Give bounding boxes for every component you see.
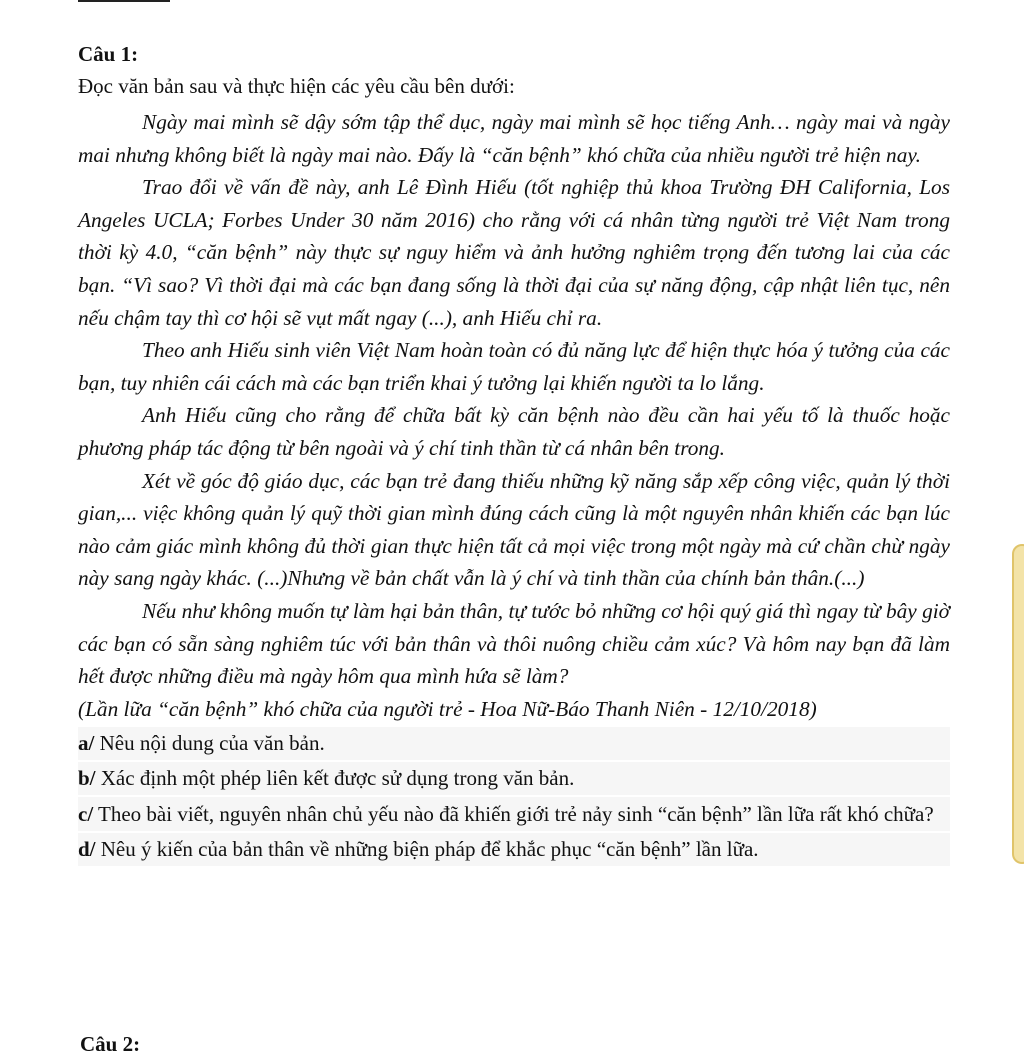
top-divider [78, 0, 170, 2]
side-scroll-tab[interactable] [1012, 544, 1024, 864]
question-b-label: b/ [78, 766, 96, 791]
next-question-heading: Câu 2: [80, 1032, 141, 1056]
instruction-text: Đọc văn bản sau và thực hiện các yêu cầu bên dưới: [78, 74, 515, 98]
question-heading: Câu 1: [78, 42, 139, 66]
passage-paragraph-5: Xét về góc độ giáo dục, các bạn trẻ đang thiếu những kỹ năng sắp xếp công việc, quản lý thời gian,... việc không quản lý quỹ thời gian mình đúng cách cũng là một nguyên nhân khiến các bạn lúc nào cảm giác mình không đủ thời gian thực hiện tất cả mọi việc trong một ngày mà cứ chần chừ ngày này sang ngày khác. (...)Nhưng về bản chất vẫn là ý chí và tinh thần của chính bản thân.(...) [78, 468, 950, 591]
source-citation: (Lần lữa “căn bệnh” khó chữa của người trẻ - Hoa Nữ-Báo Thanh Niên - 12/10/2018) [78, 696, 817, 721]
question-c-text: Theo bài viết, nguyên nhân chủ yếu nào đã khiến giới trẻ nảy sinh “căn bệnh” lần lữa rất khó chữa? [98, 802, 934, 827]
passage-paragraph-2: Trao đổi về vấn đề này, anh Lê Đình Hiếu (tốt nghiệp thủ khoa Trường ĐH California, Los Angeles UCLA; Forbes Under 30 năm 2016) cho rằng với cá nhân từng người trẻ Việt Nam trong thời kỳ 4.0, “căn bệnh” này thực sự nguy hiểm và ảnh hưởng nghiêm trọng đến tương lai của các bạn. “Vì sao? Vì thời đại mà các bạn đang sống là thời đại của sự năng động, cập nhật liên tục, nên nếu chậm tay thì cơ hội sẽ vụt mất ngay (...), anh Hiếu chỉ ra. [78, 175, 950, 330]
document-content [78, 40, 950, 868]
question-c [78, 797, 950, 831]
question-b [78, 762, 950, 795]
question-d-text: Nêu ý kiến của bản thân về những biện pháp để khắc phục “căn bệnh” lần lữa. [100, 837, 759, 862]
question-d [78, 833, 950, 866]
question-d-label: d/ [78, 837, 96, 862]
question-a [78, 727, 950, 760]
question-c-label: c/ [78, 802, 94, 827]
question-a-text: Nêu nội dung của văn bản. [99, 731, 325, 756]
question-a-label: a/ [78, 731, 95, 756]
question-b-text: Xác định một phép liên kết được sử dụng trong văn bản. [100, 766, 575, 791]
passage-paragraph-4: Anh Hiếu cũng cho rằng để chữa bất kỳ căn bệnh nào đều cần hai yếu tố là thuốc hoặc phương pháp tác động từ bên ngoài và ý chí tinh thần từ cá nhân bên trong. [78, 403, 950, 460]
passage-paragraph-3: Theo anh Hiếu sinh viên Việt Nam hoàn toàn có đủ năng lực để hiện thực hóa ý tưởng của các bạn, tuy nhiên cái cách mà các bạn triển khai ý tưởng lại khiến người ta lo lắng. [78, 338, 950, 395]
passage-paragraph-6: Nếu như không muốn tự làm hại bản thân, tự tước bỏ những cơ hội quý giá thì ngay từ bây giờ các bạn có sẵn sàng nghiêm túc với bản thân và thôi nuông chiều cảm xúc? Và hôm nay bạn đã làm hết được những điều mà ngày hôm qua mình hứa sẽ làm? [78, 598, 950, 689]
passage-paragraph-1: Ngày mai mình sẽ dậy sớm tập thể dục, ngày mai mình sẽ học tiếng Anh… ngày mai và ngày mai nhưng không biết là ngày mai nào. Đấy là “căn bệnh” khó chữa của nhiều người trẻ hiện nay. [78, 110, 950, 167]
